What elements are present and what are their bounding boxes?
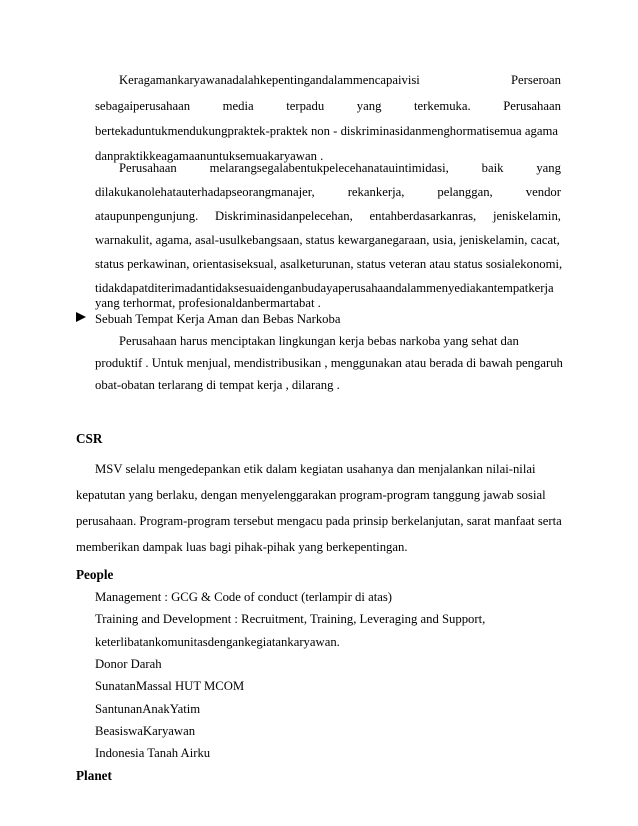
drug-free-line1: Perusahaan harus menciptakan lingkungan kerja bebas narkoba yang sehat dan [119,334,519,348]
people-training-line2: keterlibatankomunitasdengankegiatankaryawan. [95,635,340,649]
diversity-p2-line3: ataupunpengunjung. Diskriminasidanpelecehan, entahberdasarkanras, jeniskelamin, [95,209,561,223]
diversity-p2-line7: yang terhormat, profesionaldanbermartabat . [95,296,321,310]
csr-line4: memberikan dampak luas bagi pihak-pihak yang berkepentingan. [76,540,408,554]
diversity-p2-line1: Perusahaan melarangsegalabentukpelecehanatauintimidasi, baik yang [119,161,561,175]
people-item: Donor Darah [95,657,162,671]
csr-line2: kepatutan yang berlaku, dengan menyelenggarakan program-program tanggung jawab sosial [76,488,546,502]
csr-line1: MSV selalu mengedepankan etik dalam kegiatan usahanya dan menjalankan nilai-nilai [95,462,536,476]
drug-free-line2: produktif . Untuk menjual, mendistribusikan , menggunakan atau berada di bawah pengaruh [95,356,563,370]
people-training-line1: Training and Development : Recruitment, Training, Leveraging and Support, [95,612,486,626]
diversity-p1-line4: danpraktikkeagamaanuntuksemuakaryawan . [95,149,324,163]
diversity-p2-line4: warnakulit, agama, asal-usulkebangsaan, status kewarganegaraan, usia, jeniskelamin, cacat, [95,233,560,247]
diversity-p2-line6: tidakdapatditerimadantidaksesuaidenganbudayaperusahaandalammenyediakantempatkerja [95,281,554,295]
csr-line3: perusahaan. Program-program tersebut mengacu pada prinsip berkelanjutan, sarat manfaat serta [76,514,562,528]
diversity-p1-line3: bertekaduntukmendukungpraktek-praktek non - diskriminasidanmenghormatisemua agama [95,124,558,138]
drug-free-line3: obat-obatan terlarang di tempat kerja , dilarang . [95,378,340,392]
people-item: SantunanAnakYatim [95,702,201,716]
planet-heading: Planet [76,768,112,783]
diversity-p2-line2: dilakukanolehatauterhadapseorangmanajer, rekankerja, pelanggan, vendor [95,185,561,199]
diversity-p1-line2: sebagaiperusahaan media terpadu yang terkemuka. Perusahaan [95,99,561,113]
people-item: SunatanMassal HUT MCOM [95,679,245,693]
diversity-p2-line5: status perkawinan, orientasiseksual, asalketurunan, status veteran atau status sosialekonomi, [95,257,563,271]
people-heading: People [76,567,114,582]
csr-heading: CSR [76,431,103,446]
diversity-p1-line1: Keragamankaryawanadalahkepentingandalammencapaivisi Perseroan [119,73,561,87]
people-item: BeasiswaKaryawan [95,724,196,738]
people-item: Indonesia Tanah Airku [95,746,211,760]
people-management: Management : GCG & Code of conduct (terlampir di atas) [95,590,393,604]
arrow-bullet-icon [76,312,86,322]
drug-free-heading: Sebuah Tempat Kerja Aman dan Bebas Narkoba [95,312,341,326]
